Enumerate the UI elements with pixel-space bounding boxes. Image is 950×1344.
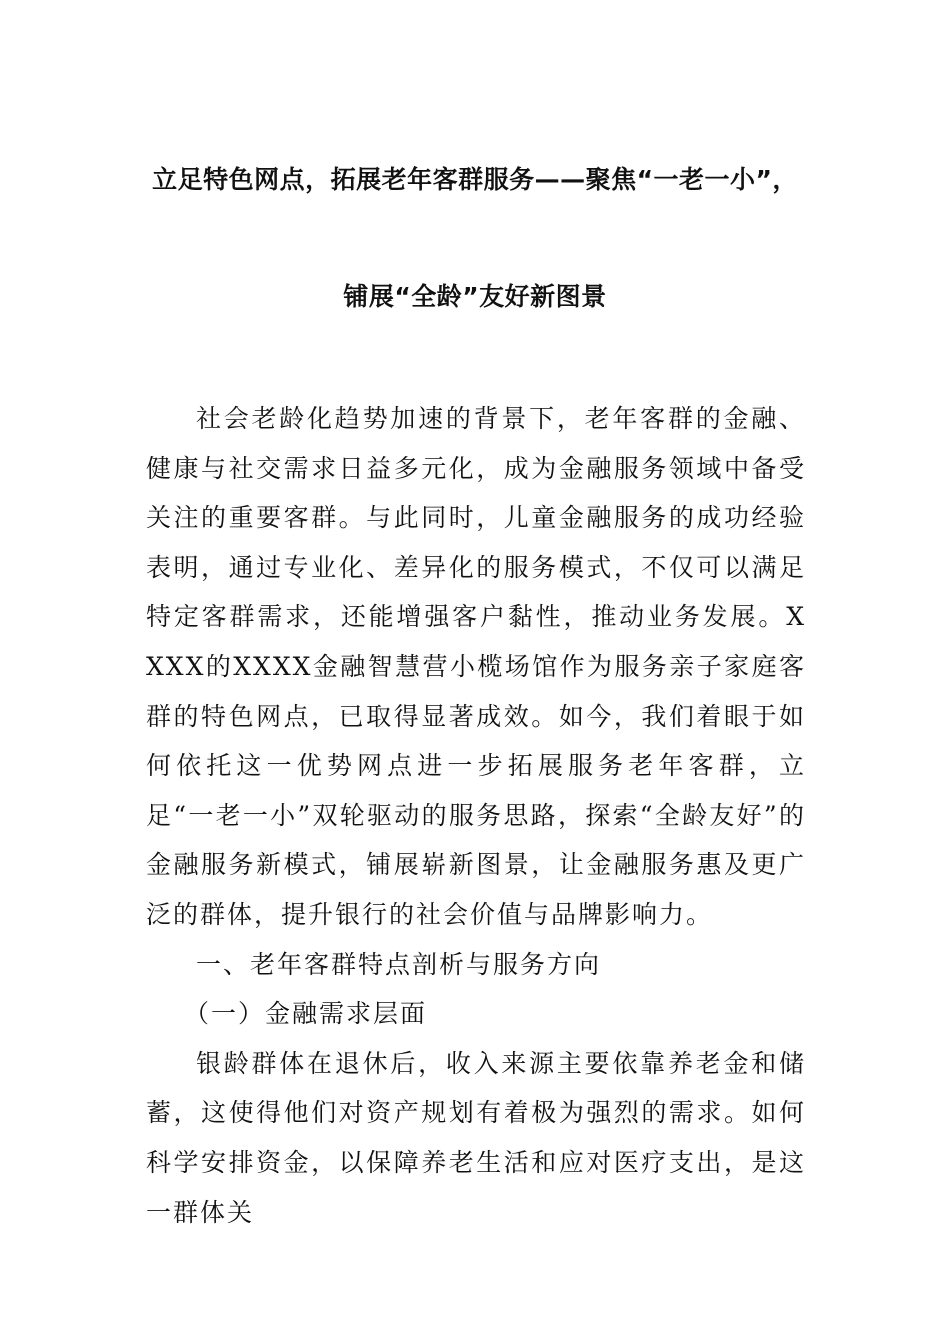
document-title-line-2: 铺展“全龄”友好新图景 (343, 282, 607, 311)
document-body (146, 394, 806, 1237)
subsection-1-heading: （一）金融需求层面 (184, 999, 428, 1029)
intro-paragraph: 社会老龄化趋势加速的背景下，老年客群的金融、健康与社交需求日益多元化，成为金融服务领域中备受关注的重要客群。与此同时，儿童金融服务的成功经验表明，通过专业化、差异化的服务模式，不仅可以满足特定客群需求，还能增强客户黏性，推动业务发展。XXXX的XXXX金融智慧营小榄场馆作为服务亲子家庭客群的特色网点，已取得显著成效。如今，我们着眼于如何依托这一优势网点进一步拓展服务老年客群，立足“一老一小”双轮驱动的服务思路，探索“全龄友好”的金融服务新模式，铺展崭新图景，让金融服务惠及更广泛的群体，提升银行的社会价值与品牌影响力。 (146, 404, 806, 929)
subsection-1-paragraph: 银龄群体在退休后，收入来源主要依靠养老金和储蓄，这使得他们对资产规划有着极为强烈的需求。如何科学安排资金，以保障养老生活和应对医疗支出，是这一群体关 (146, 1048, 806, 1227)
document-title-line-1: 立足特色网点，拓展老年客群服务——聚焦“一老一小”， (152, 165, 798, 194)
section-1-heading: 一、老年客群特点剖析与服务方向 (196, 949, 602, 979)
